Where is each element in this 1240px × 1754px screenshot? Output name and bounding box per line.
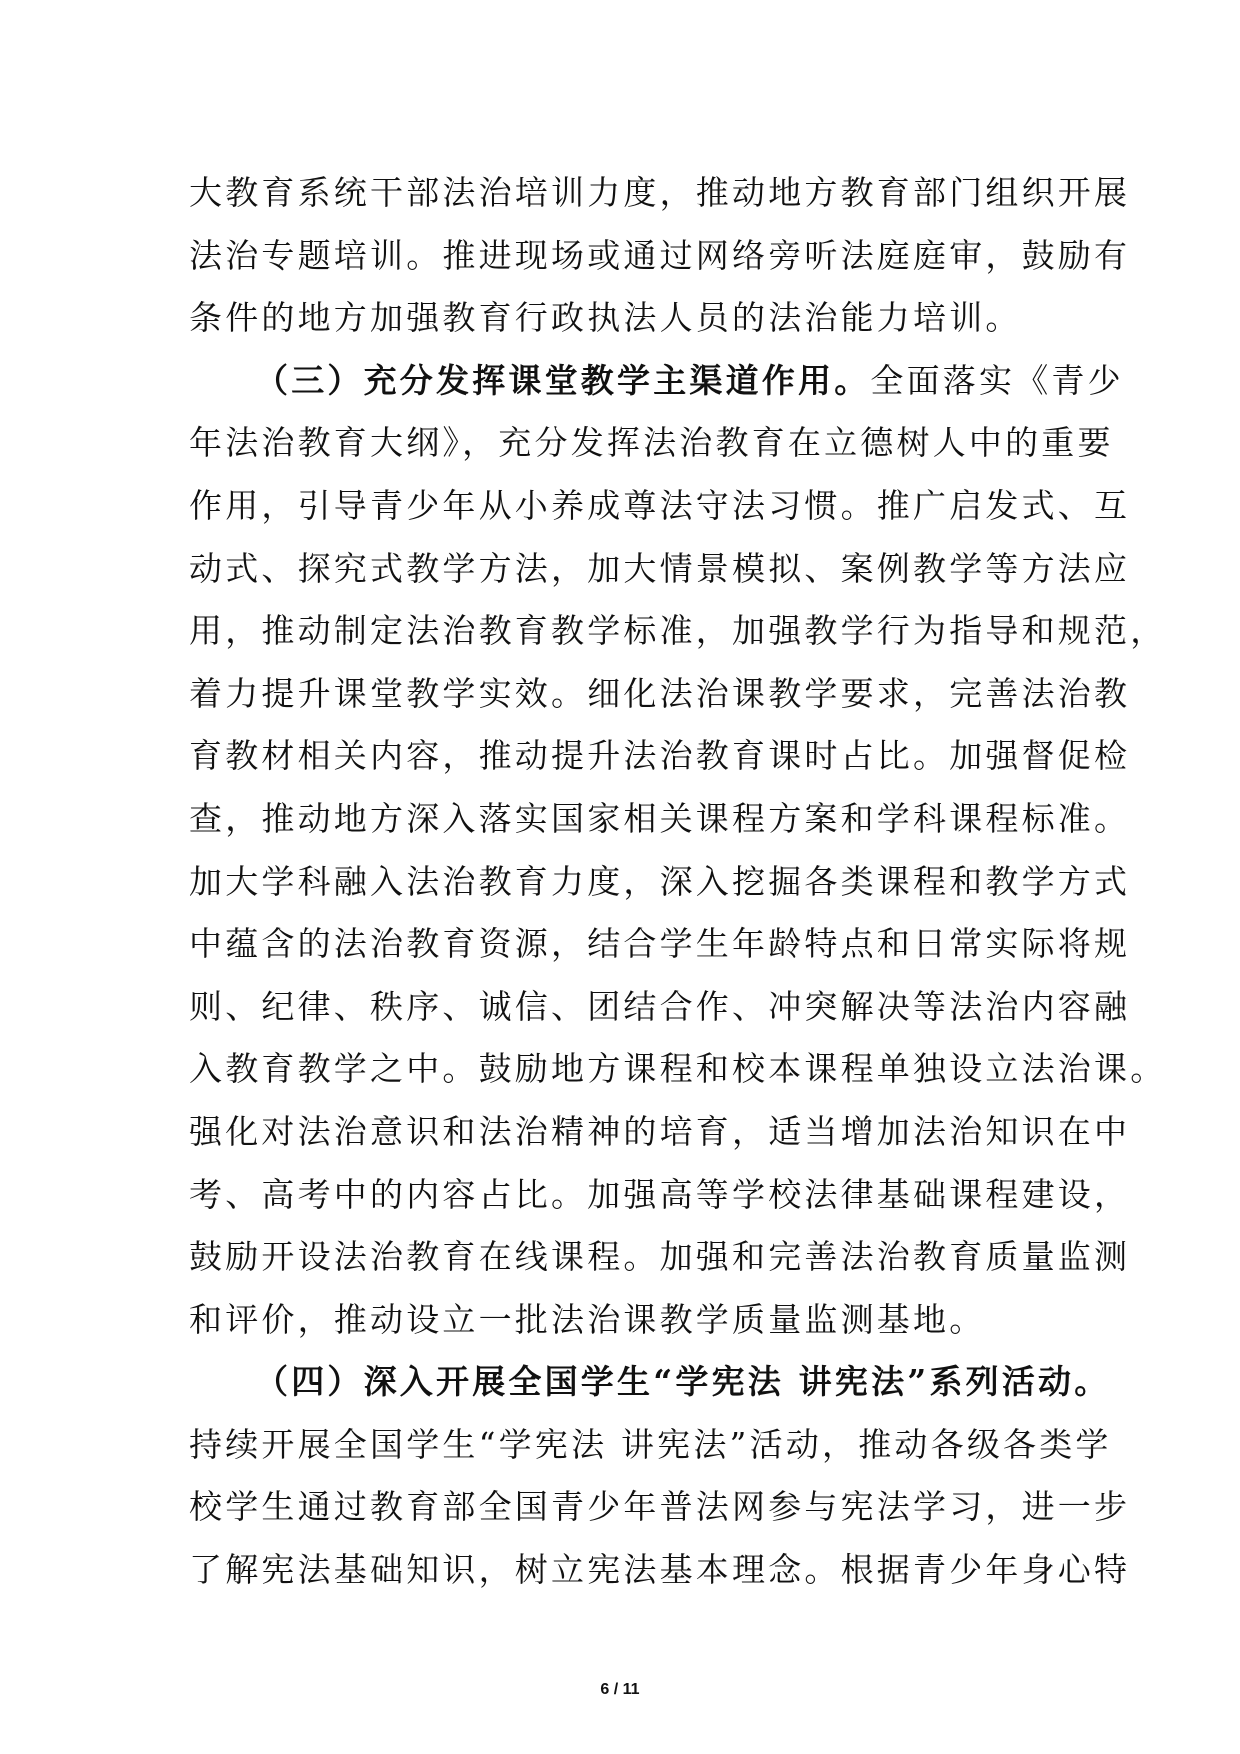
section-heading-three: （三）充分发挥课堂教学主渠道作用。 <box>255 360 871 400</box>
text-line: 大教育系统干部法治培训力度，推动地方教育部门组织开展 <box>189 173 1131 212</box>
text-line: 查，推动地方深入落实国家相关课程方案和学科课程标准。 <box>189 798 1131 838</box>
text-line: 中蕴含的法治教育资源，结合学生年龄特点和日常实际将规 <box>189 924 1131 964</box>
body-text <box>189 162 1167 1602</box>
text-line: 着力提升课堂教学实效。细化法治课教学要求，完善法治教 <box>189 673 1131 713</box>
text-line: 了解宪法基础知识，树立宪法基本理念。根据青少年身心特 <box>189 1550 1131 1590</box>
text-line: 和评价，推动设立一批法治课教学质量监测基地。 <box>189 1299 986 1339</box>
text-line: 条件的地方加强教育行政执法人员的法治能力培训。 <box>189 298 1022 338</box>
text-line: 考、高考中的内容占比。加强高等学校法律基础课程建设， <box>189 1174 1131 1214</box>
text-line: 育教材相关内容，推动提升法治教育课时占比。加强督促检 <box>189 736 1131 776</box>
section-heading-line <box>189 350 1124 413</box>
text-run: 全面落实《青少 <box>870 360 1124 400</box>
text-line: 入教育教学之中。鼓励地方课程和校本课程单独设立法治课。 <box>189 1049 1167 1089</box>
text-line: 动式、探究式教学方法，加大情景模拟、案例教学等方法应 <box>189 548 1131 588</box>
page-number: 6 / 11 <box>600 1681 640 1698</box>
text-line: 用，推动制定法治教育教学标准，加强教学行为指导和规范， <box>189 611 1167 651</box>
text-line: 作用，引导青少年从小养成尊法守法习惯。推广启发式、互 <box>189 485 1131 525</box>
section-heading-four: （四）深入开展全国学生“学宪法 讲宪法”系列活动。 <box>255 1362 1111 1402</box>
section-heading-line <box>189 1351 1111 1414</box>
text-line: 持续开展全国学生“学宪法 讲宪法”活动，推动各级各类学 <box>189 1424 1112 1464</box>
text-line: 校学生通过教育部全国青少年普法网参与宪法学习，进一步 <box>189 1487 1131 1527</box>
text-line: 法治专题培训。推进现场或通过网络旁听法庭庭审，鼓励有 <box>189 235 1131 275</box>
text-line: 加大学科融入法治教育力度，深入挖掘各类课程和教学方式 <box>189 861 1131 901</box>
text-line: 则、纪律、秩序、诚信、团结合作、冲突解决等法治内容融 <box>189 986 1131 1026</box>
text-line: 年法治教育大纲》，充分发挥法治教育在立德树人中的重要 <box>189 423 1114 463</box>
text-line: 强化对法治意识和法治精神的培育，适当增加法治知识在中 <box>189 1111 1131 1151</box>
text-line: 鼓励开设法治教育在线课程。加强和完善法治教育质量监测 <box>189 1237 1131 1277</box>
